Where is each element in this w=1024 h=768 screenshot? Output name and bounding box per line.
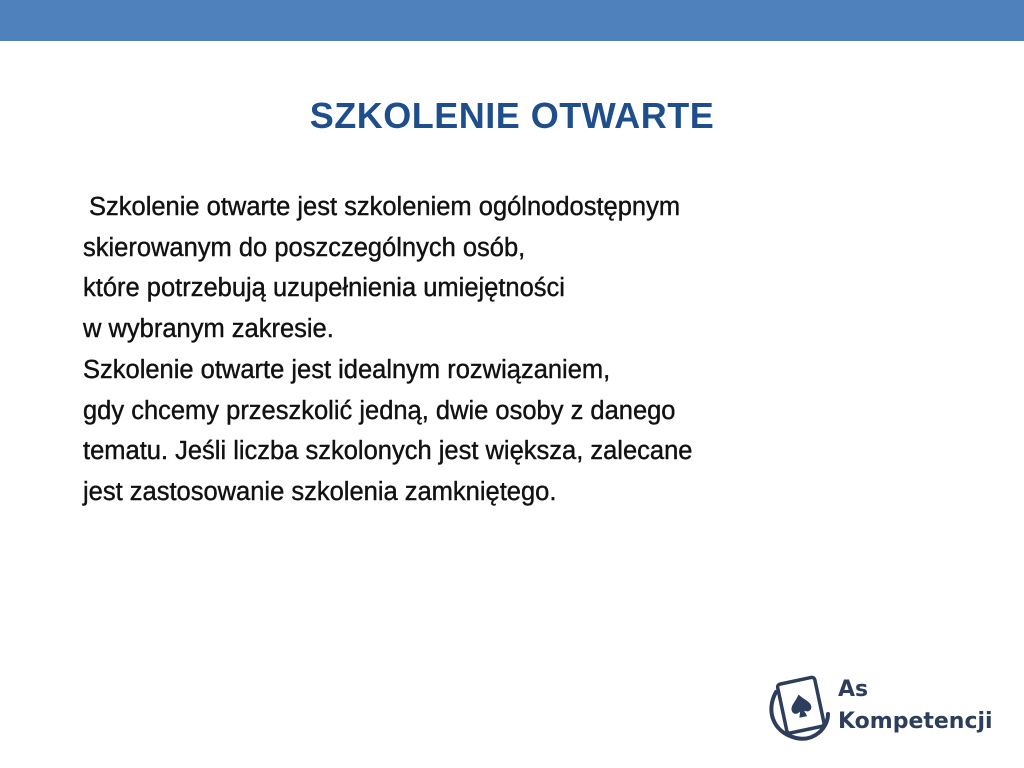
body-line: tematu. Jeśli liczba szkolonych jest większa, zalecane [83,437,693,466]
body-line: Szkolenie otwarte jest idealnym rozwiązaniem, [83,355,611,384]
body-line: skierowanym do poszczególnych osób, [83,233,526,262]
as-kompetencji-logo [766,670,996,750]
logo-line-kompetencji: Kompetencji [838,709,993,734]
body-line: Szkolenie otwarte jest szkoleniem ogólnodostępnym [89,193,681,221]
spade-card-icon [766,670,832,742]
body-line: które potrzebują uzupełnienia umiejętności [83,274,565,303]
logo-wordmark [838,674,993,738]
body-line: w wybranym zakresie. [83,315,334,344]
slide-title: SZKOLENIE OTWARTE [309,95,715,136]
logo-line-as: As [838,677,869,702]
slide-body-text [83,187,983,513]
body-line: gdy chcemy przeszkolić jedną, dwie osoby z danego [83,396,676,425]
top-accent-bar [0,0,1024,41]
body-line: jest zastosowanie szkolenia zamkniętego. [83,477,557,506]
